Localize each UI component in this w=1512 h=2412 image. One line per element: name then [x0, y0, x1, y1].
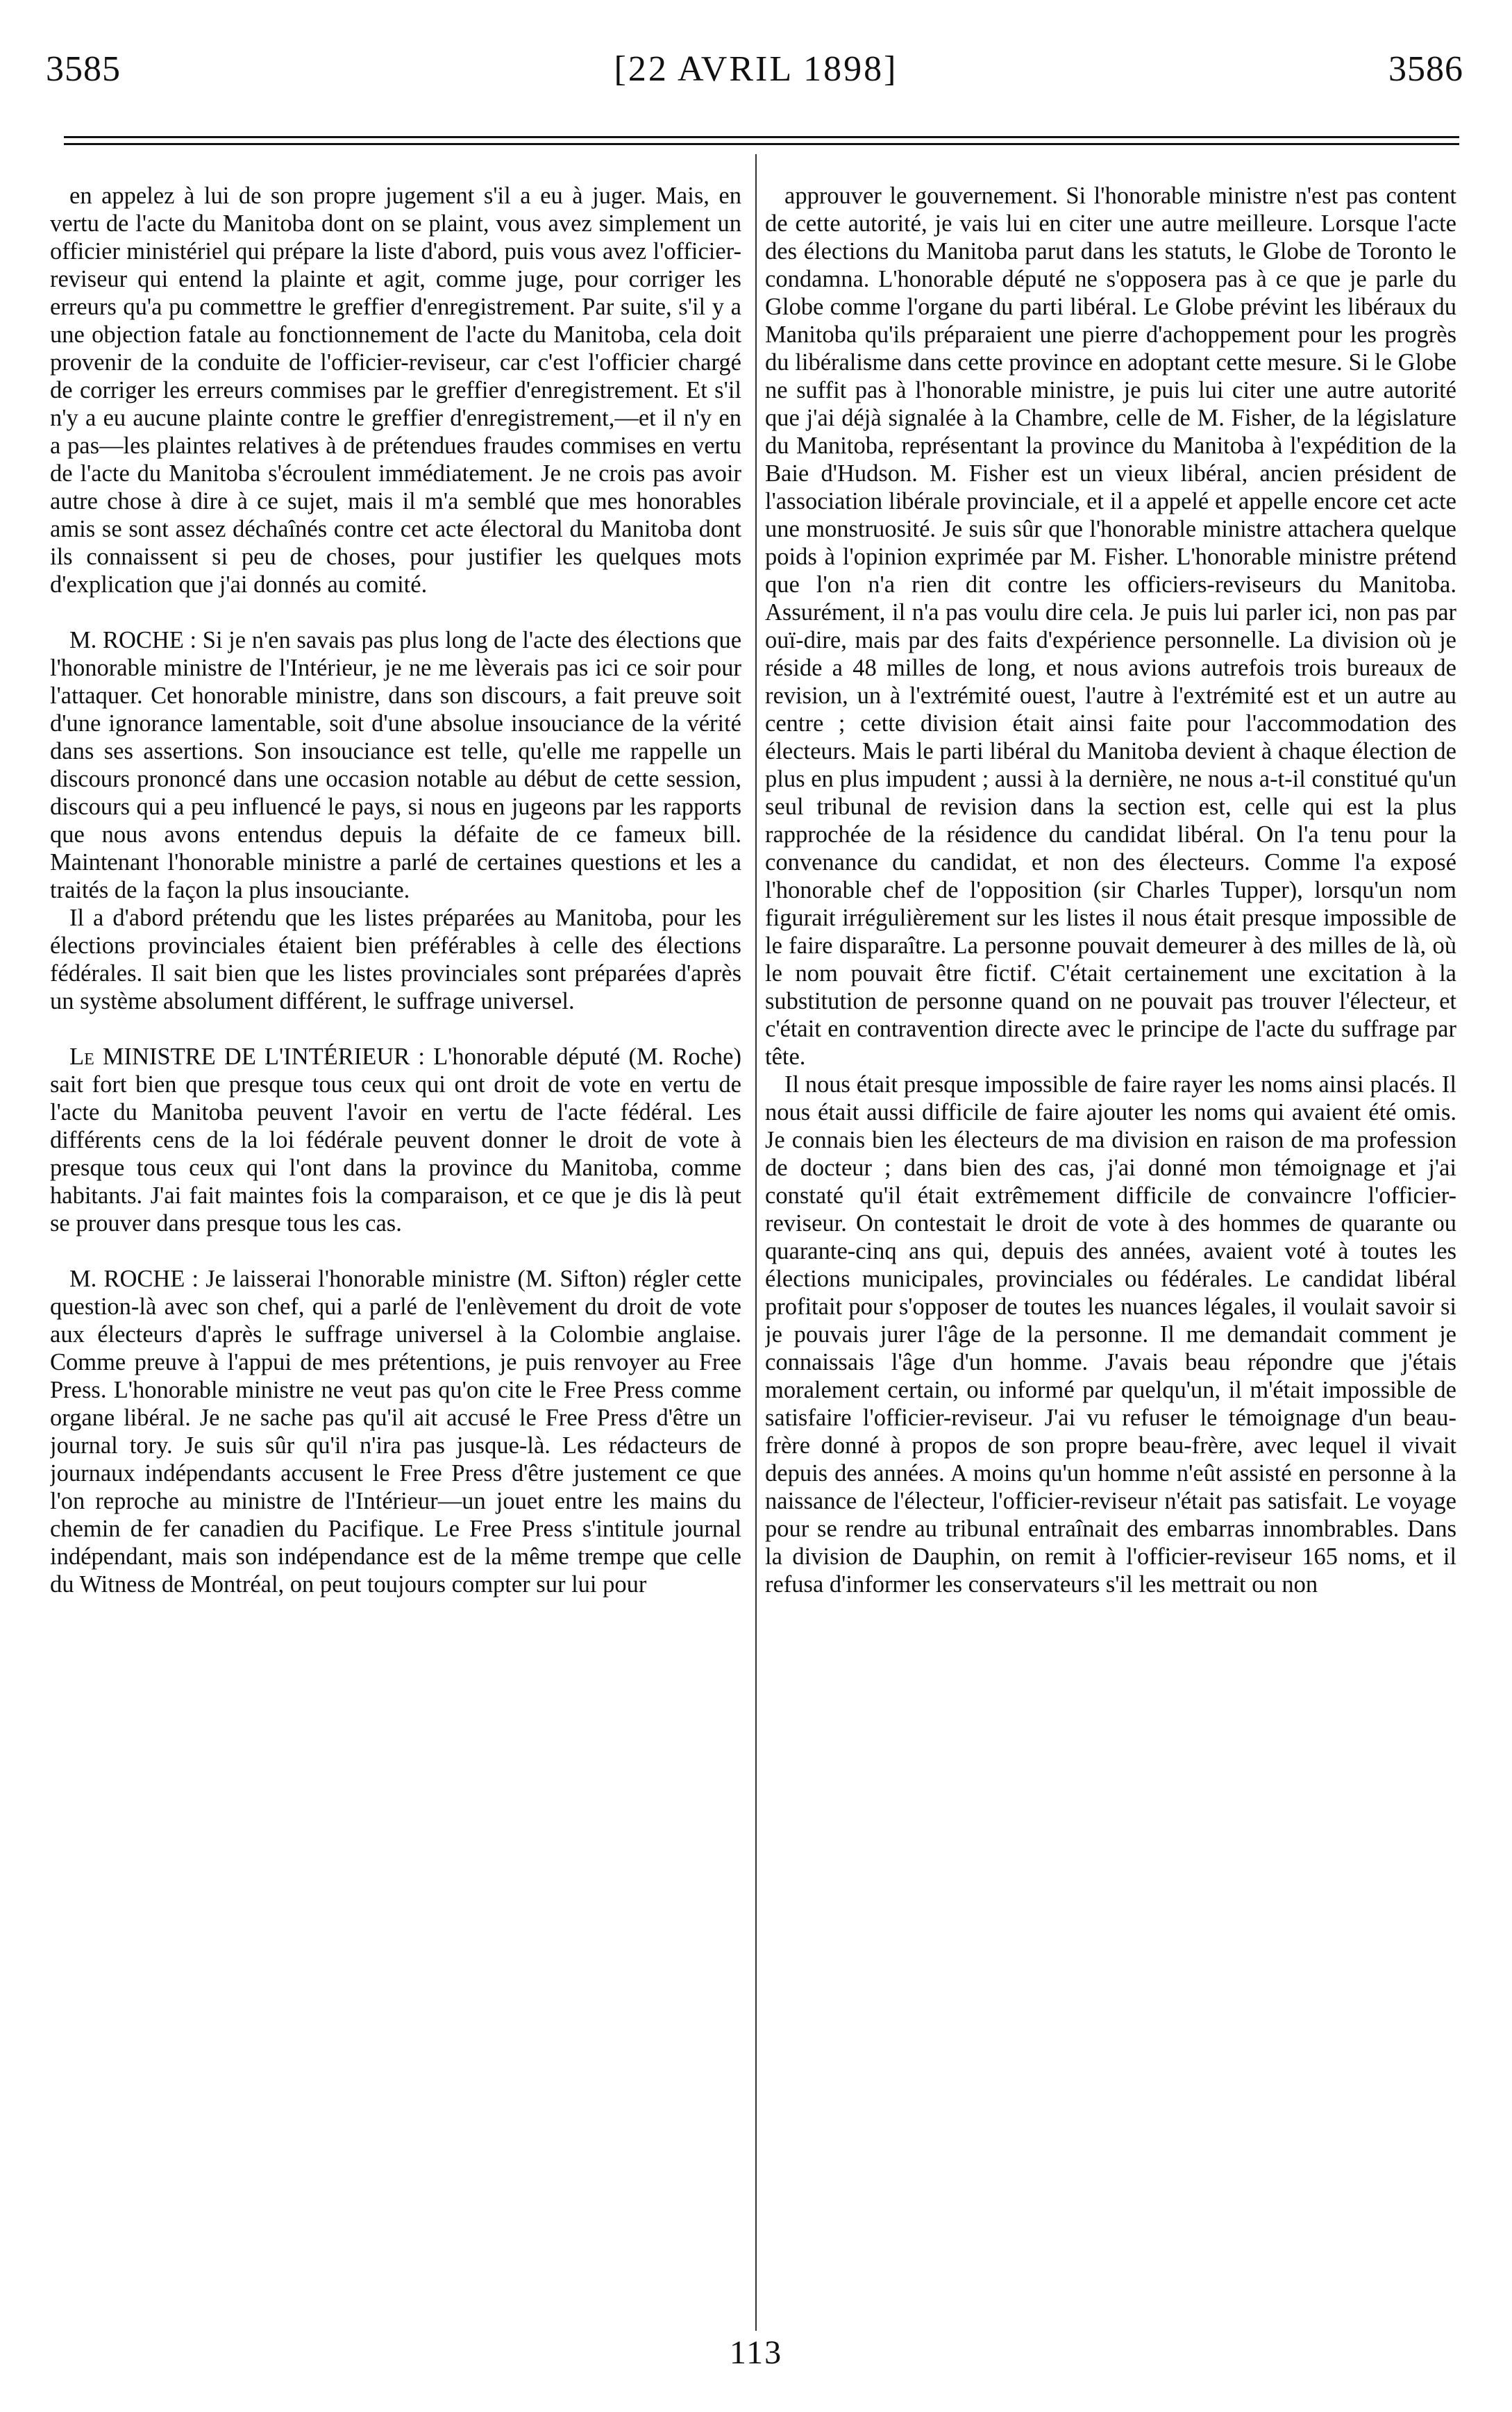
- folio-number: 113: [729, 2334, 783, 2371]
- left-column: [50, 182, 741, 2334]
- paragraph: approuver le gouvernement. Si l'honorable ministre n'est pas content de cette autorité, je vais lui en citer une autre meilleure. Lorsque l'acte des élections du Manitoba parut dans les statuts, le Globe de Toronto le condamna. L'honorable député ne s'opposera pas à ce que je parle du Globe comme l'organe du parti libéral. Le Globe prévint les libéraux du Manitoba qu'ils préparaient une pierre d'achoppement pour les progrès du libéralisme dans cette province en adoptant cette mesure. Si le Globe ne suffit pas à l'honorable ministre, je puis lui citer une autre autorité que j'ai déjà signalée à la Chambre, celle de M. Fisher, de la législature du Manitoba, représentant la province du Manitoba à l'expédition de la Baie d'Hudson. M. Fisher est un vieux libéral, ancien président de l'association libérale provinciale, et il a appelé et appelle encore cet acte une monstruosité. Je suis sûr que l'honorable ministre attachera quelque poids à l'opinion exprimée par M. Fisher. L'honorable ministre prétend que l'on n'a rien dit contre les officiers-reviseurs du Manitoba. Assurément, il n'a pas voulu dire cela. Je puis lui parler ici, non pas par ouï-dire, mais par des faits d'expérience personnelle. La division où je réside a 48 milles de long, et nous avions autrefois trois bureaux de revision, un à l'extrémité ouest, l'autre à l'extrémité est et un autre au centre ; cette division était ainsi faite pour l'accommodation des électeurs. Mais le parti libéral du Manitoba devient à chaque élection de plus en plus impudent ; aussi à la dernière, ne nous a-t-il constitué qu'un seul tribunal de revision dans la section est, celle qui est la plus rapprochée de la résidence du candidat libéral. On l'a tenu pour la convenance du candidat, et non des électeurs. Comme l'a exposé l'honorable chef de l'opposition (sir Charles Tupper), lorsqu'un nom figurait irrégulièrement sur les listes il nous était presque impossible de le faire disparaître. La personne pouvait demeurer à des milles de là, où le nom pouvait être fictif. C'était certainement une excitation à la substitution de personne quand on ne pouvait pas trouver l'électeur, et c'était en contravention directe avec le principe de l'acte du suffrage par tête.: [765, 183, 1456, 1070]
- page-number-right: 3586: [1388, 49, 1463, 89]
- right-column: [765, 182, 1456, 2334]
- header-rule-top: [64, 136, 1459, 138]
- paragraph: Il nous était presque impossible de faire rayer les noms ainsi placés. Il nous était aussi difficile de faire ajouter les noms qui avaient été omis. Je connais bien les électeurs de ma division en raison de ma profession de docteur ; dans bien des cas, j'ai donné mon témoignage et j'ai constaté qu'il était extrêmement difficile de convaincre l'officier-reviseur. On contestait le droit de vote à des hommes de quarante ou quarante-cinq ans qui, depuis des années, avaient voté à toutes les élections municipales, provinciales ou fédérales. Le candidat libéral profitait pour s'opposer de toutes les nuances légales, il voulait savoir si je pouvais jurer l'âge de la personne. Il me demandait comment je connaissais l'âge d'un homme. J'avais beau répondre que j'étais moralement certain, ou informé par quelqu'un, il m'était impossible de satisfaire l'officier-reviseur. J'ai vu refuser le témoignage d'un beau-frère donné à propos de son propre beau-frère, avec lequel il vivait depuis des années. A moins qu'un homme n'eût assisté en personne à la naissance de l'électeur, l'officier-reviseur n'était pas satisfait. Le voyage pour se rendre au tribunal entraînait des embarras innombrables. Dans la division de Dauphin, on remit à l'officier-reviseur 165 noms, et il refusa d'informer les conservateurs s'il les mettrait ou non: [765, 1071, 1456, 1598]
- speaker-name: M. ROCHE :: [69, 627, 197, 653]
- paragraph: Le MINISTRE DE L'INTÉRIEUR : L'honorable député (M. Roche) sait fort bien que presque tous ceux qui ont droit de vote en vertu de l'acte du Manitoba peuvent l'avoir en vertu de l'acte fédéral. Les différents cens de la loi fédérale peuvent donner le droit de vote à presque tous ceux qui l'ont dans la province du Manitoba, comme habitants. J'ai fait maintes fois la comparaison, et ce que je dis là peut se prouver dans presque tous les cas.: [50, 1044, 741, 1237]
- paragraph: Il a d'abord prétendu que les listes préparées au Manitoba, pour les élections provinciales étaient bien préférables à celle des élections fédérales. Il sait bien que les listes provinciales sont préparées d'après un système absolument différent, le suffrage universel.: [50, 905, 741, 1014]
- page-date: [22 AVRIL 1898]: [614, 49, 898, 89]
- page-number-left: 3585: [46, 49, 121, 89]
- speaker-name: M. ROCHE :: [69, 1266, 199, 1292]
- header-rule-bottom: [64, 143, 1459, 145]
- paragraph: en appelez à lui de son propre jugement s'il a eu à juger. Mais, en vertu de l'acte du Manitoba dont on se plaint, vous avez simplement un officier ministériel qui prépare la liste d'abord, puis vous avez l'officier-reviseur qui entend la plainte et agit, comme juge, pour corriger les erreurs qu'a pu commettre le greffier d'enregistrement. Par suite, s'il y a une objection fatale au fonctionnement de l'acte du Manitoba, cela doit provenir de la conduite de l'officier-reviseur, car c'est l'officier chargé de corriger les erreurs commises par le greffier d'enregistrement. Et s'il n'y a eu aucune plainte contre le greffier d'enregistrement,—et il n'y en a pas—les plaintes relatives à de prétendues fraudes commises en vertu de l'acte du Manitoba s'écroulent immédiatement. Je ne crois pas avoir autre chose à dire à ce sujet, mais il m'a semblé que mes honorables amis se sont assez déchaînés contre cet acte électoral du Manitoba dont ils connaissent si peu de choses, pour justifier les quelques mots d'explication que j'ai donnés au comité.: [50, 183, 741, 598]
- column-divider: [755, 154, 757, 2331]
- paragraph: M. ROCHE : Je laisserai l'honorable ministre (M. Sifton) régler cette question-là avec son chef, qui a parlé de l'enlèvement du droit de vote aux électeurs d'après le suffrage universel à la Colombie anglaise. Comme preuve à l'appui de mes prétentions, je puis renvoyer au Free Press. L'honorable ministre ne veut pas qu'on cite le Free Press comme organe libéral. Je ne sache pas qu'il ait accusé le Free Press d'être un journal tory. Je suis sûr qu'il n'ira pas jusque-là. Les rédacteurs de journaux indépendants accusent le Free Press d'être justement ce que l'on reproche au ministre de l'Intérieur—un jouet entre les mains du chemin de fer canadien du Pacifique. Le Free Press s'intitule journal indépendant, mais son indépendance est de la même trempe que celle du Witness de Montréal, on peut toujours compter sur lui pour: [50, 1266, 741, 1598]
- paragraph: M. ROCHE : Si je n'en savais pas plus long de l'acte des élections que l'honorable ministre de l'Intérieur, je ne me lèverais pas ici ce soir pour l'attaquer. Cet honorable ministre, dans son discours, a fait preuve soit d'une ignorance lamentable, soit d'une absolue insouciance de la vérité dans ses assertions. Son insouciance est telle, qu'elle me rappelle un discours prononcé dans une occasion notable au début de cette session, discours qui a peu influencé le pays, si nous en jugeons par les rapports que nous avons entendus depuis la défaite de ce fameux bill. Maintenant l'honorable ministre a parlé de certaines questions et les a traités de la façon la plus insouciante.: [50, 627, 741, 903]
- speaker-name: Le MINISTRE DE L'INTÉRIEUR :: [69, 1044, 425, 1070]
